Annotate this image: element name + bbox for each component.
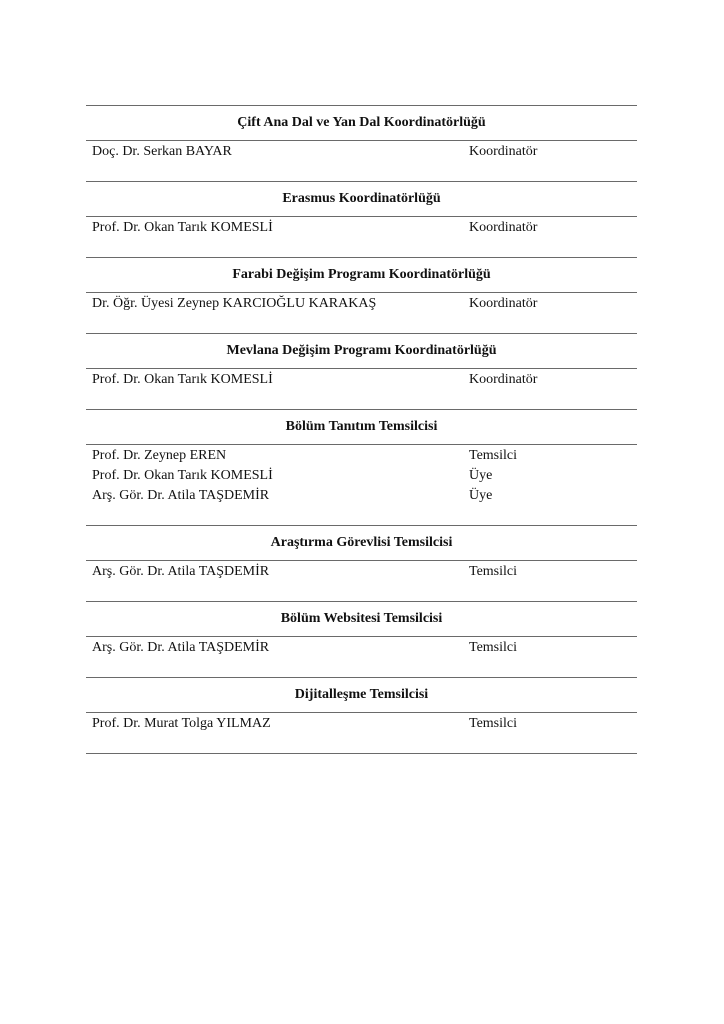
member-role: Temsilci bbox=[469, 448, 518, 463]
member-row bbox=[86, 370, 637, 390]
member-role: Üye bbox=[469, 488, 493, 503]
member-list bbox=[86, 141, 637, 181]
member-row bbox=[86, 446, 637, 466]
section-title: Bölüm Tanıtım Temsilcisi bbox=[86, 410, 637, 445]
member-name: Arş. Gör. Dr. Atila TAŞDEMİR bbox=[92, 640, 270, 655]
member-list bbox=[86, 293, 637, 333]
section-dijitallesme bbox=[86, 677, 637, 754]
member-list bbox=[86, 445, 637, 525]
document-page bbox=[86, 105, 637, 754]
member-row bbox=[86, 638, 637, 658]
section-arastirma-gorevlisi bbox=[86, 525, 637, 601]
section-bolum-tanitim bbox=[86, 409, 637, 525]
member-name: Prof. Dr. Okan Tarık KOMESLİ bbox=[92, 372, 273, 387]
member-row bbox=[86, 294, 637, 314]
member-row bbox=[86, 714, 637, 734]
member-row bbox=[86, 562, 637, 582]
member-role: Koordinatör bbox=[469, 296, 538, 311]
section-title: Erasmus Koordinatörlüğü bbox=[86, 182, 637, 217]
member-name: Arş. Gör. Dr. Atila TAŞDEMİR bbox=[92, 488, 270, 503]
member-row bbox=[86, 218, 637, 238]
member-role: Koordinatör bbox=[469, 372, 538, 387]
section-bolum-websitesi bbox=[86, 601, 637, 677]
section-title: Farabi Değişim Programı Koordinatörlüğü bbox=[86, 258, 637, 293]
member-list bbox=[86, 713, 637, 753]
member-role: Koordinatör bbox=[469, 144, 538, 159]
section-title: Dijitalleşme Temsilcisi bbox=[86, 678, 637, 713]
member-name: Doç. Dr. Serkan BAYAR bbox=[92, 144, 232, 159]
member-list bbox=[86, 217, 637, 257]
section-mevlana bbox=[86, 333, 637, 409]
member-list bbox=[86, 637, 637, 677]
member-name: Prof. Dr. Okan Tarık KOMESLİ bbox=[92, 220, 273, 235]
member-role: Temsilci bbox=[469, 564, 518, 579]
member-role: Temsilci bbox=[469, 640, 518, 655]
member-row bbox=[86, 466, 637, 486]
member-role: Temsilci bbox=[469, 716, 518, 731]
section-cift-ana-dal bbox=[86, 105, 637, 181]
section-title: Araştırma Görevlisi Temsilcisi bbox=[86, 526, 637, 561]
member-role: Üye bbox=[469, 468, 493, 483]
member-name: Dr. Öğr. Üyesi Zeynep KARCIOĞLU KARAKAŞ bbox=[92, 296, 377, 311]
section-farabi bbox=[86, 257, 637, 333]
member-name: Arş. Gör. Dr. Atila TAŞDEMİR bbox=[92, 564, 270, 579]
member-row bbox=[86, 486, 637, 506]
member-list bbox=[86, 561, 637, 601]
section-title: Çift Ana Dal ve Yan Dal Koordinatörlüğü bbox=[86, 106, 637, 141]
member-name: Prof. Dr. Zeynep EREN bbox=[92, 448, 227, 463]
member-list bbox=[86, 369, 637, 409]
section-title: Bölüm Websitesi Temsilcisi bbox=[86, 602, 637, 637]
member-name: Prof. Dr. Okan Tarık KOMESLİ bbox=[92, 468, 273, 483]
section-erasmus bbox=[86, 181, 637, 257]
section-title: Mevlana Değişim Programı Koordinatörlüğü bbox=[86, 334, 637, 369]
member-row bbox=[86, 142, 637, 162]
member-role: Koordinatör bbox=[469, 220, 538, 235]
member-name: Prof. Dr. Murat Tolga YILMAZ bbox=[92, 716, 271, 731]
